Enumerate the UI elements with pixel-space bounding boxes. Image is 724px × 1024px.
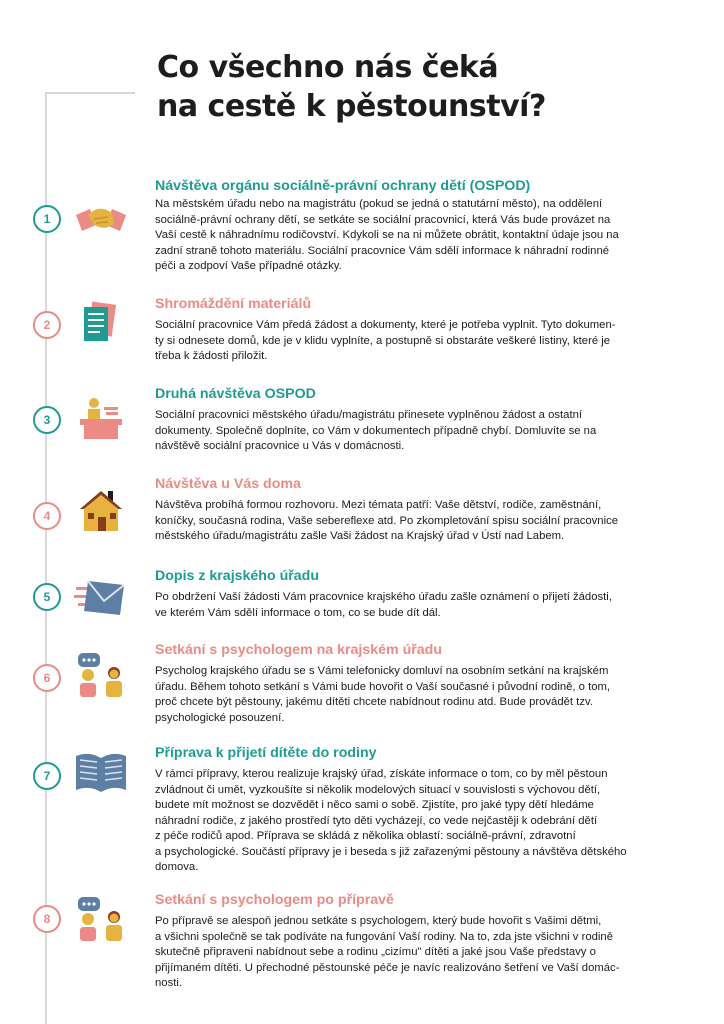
house-icon: [74, 485, 128, 535]
step-description: [155, 914, 665, 992]
documents-icon: [74, 299, 128, 349]
step-text-line: zadní straně tohoto materiálu. Sociální pracovnice Vám sdělí informace k náhradní rodinné: [155, 244, 610, 257]
envelope-icon: [74, 571, 128, 621]
step-number-5: 5: [33, 583, 61, 611]
step-number-6: 6: [33, 664, 61, 692]
step-title: Druhá návštěva OSPOD: [155, 386, 316, 402]
step-text-line: psychologické posouzení.: [155, 711, 285, 724]
office-desk-icon: [74, 393, 128, 443]
step-title: Příprava k přijetí dítěte do rodiny: [155, 745, 377, 761]
step-number-3: 3: [33, 406, 61, 434]
step-description: [155, 197, 665, 275]
step-number-7: 7: [33, 762, 61, 790]
step-text-line: úřadu. Během tohoto setkání s Vámi bude hovořit o Vaší současné i původní rodině, o tom,: [155, 680, 611, 693]
step-text-line: budete mít možnost se dozvědět i něco sami o sobě. Zjistíte, pro jaké typy dětí hledáme: [155, 799, 594, 811]
step-text-line: Návštěva probíhá formou rozhovoru. Mezi témata patří: Vaše dětství, rodiče, zaměstnání,: [155, 499, 602, 511]
step-text-line: Po obdržení Vaší žádosti Vám pracovnice krajského úřadu zašle oznámení o přijetí žádosti,: [155, 591, 612, 603]
step-text-line: péči a zodpoví Vaše případné otázky.: [155, 260, 342, 272]
timeline-top-line: [45, 92, 135, 94]
step-text-line: koníčky, současná rodina, Vaše sebereflexe atd. Po zkompletování spisu sociální pracovnice: [155, 514, 619, 527]
step-text-line: Na městském úřadu nebo na magistrátu (pokud se jedná o statutární město), na oddělení: [155, 198, 603, 210]
conversation-icon: [74, 651, 128, 701]
step-text-line: nosti.: [155, 977, 183, 989]
step-text-line: V rámci přípravy, kterou realizuje krajský úřad, získáte informace o tom, co by měl pěstoun: [155, 768, 608, 780]
step-text-line: sociálně-právní ochrany dětí, se setkáte se sociální pracovnicí, která Vás bude provázet na: [155, 213, 611, 226]
step-text-line: zvládnout či umět, vyzkoušíte si několik modelových situací v souvislosti s výchovou dětí,: [155, 783, 601, 796]
conversation-icon: [74, 895, 128, 945]
page-title: Co všechno nás čeká na cestě k pěstounství?: [157, 50, 546, 124]
step-title: Setkání s psychologem po přípravě: [155, 892, 394, 908]
step-text-line: ve kterém Vám sdělí informace o tom, co se bude dít dál.: [155, 606, 441, 619]
step-title: Návštěva u Vás doma: [155, 476, 301, 492]
step-number-1: 1: [33, 205, 61, 233]
step-description: [155, 664, 665, 726]
book-icon: [74, 748, 128, 798]
step-text-line: domova.: [155, 861, 199, 873]
step-text-line: Po přípravě se alespoň jednou setkáte s psychologem, který bude hovořit s Vašimi dětmi,: [155, 915, 602, 927]
step-text-line: a všichni společně se tak podíváte na fungování Vaší rodiny. Na to, zda jste všichni v rodině: [155, 930, 613, 943]
step-text-line: Vaší cestě k náhradnímu rodičovství. Kdykoli se na ni můžete obrátit, kontaktní údaje jsou na: [155, 229, 619, 241]
step-text-line: Psycholog krajského úřadu se s Vámi telefonicky domluví na osobním setkání na krajském: [155, 665, 609, 677]
step-text-line: Sociální pracovnici městského úřadu/magistrátu přinesete vyplněnou žádost a ostatní: [155, 409, 583, 421]
step-text-line: proč chcete být pěstouny, jakému dítěti chcete nabídnout rodinu atd. Bude provádět tzv.: [155, 696, 593, 708]
step-text-line: a psychologické. Součástí přípravy je i beseda s již zařazenými pěstouny a návštěva dětského: [155, 845, 627, 858]
step-text-line: Sociální pracovnice Vám předá žádost a dokumenty, které je potřeba vyplnit. Tyto dokumen-: [155, 319, 616, 331]
step-description: [155, 408, 665, 455]
step-text-line: dokumenty. Společně doplníte, co Vám v dokumentech případně chybí. Domluvíte se na: [155, 424, 597, 437]
step-text-line: ty si odnesete domů, kde je v klidu vyplníte, a postupně si obstaráte veškeré listiny, které je: [155, 334, 611, 347]
step-description: [155, 318, 665, 365]
step-text-line: třeba k žádosti přiložit.: [155, 350, 268, 362]
handshake-icon: [74, 195, 128, 245]
step-text-line: návštěvě sociální pracovnice u Vás v domácnosti.: [155, 440, 405, 452]
step-text-line: náhradní rodiče, z jakého prostředí tyto děti vycházejí, co vede nejčastěji k odebrání dětí: [155, 814, 598, 827]
step-number-8: 8: [33, 905, 61, 933]
step-text-line: z péče rodičů apod. Příprava se skládá z několika oblastí: sociálně-právní, zdravotní: [155, 830, 576, 842]
step-title: Shromáždění materiálů: [155, 296, 312, 312]
step-number-2: 2: [33, 311, 61, 339]
step-number-4: 4: [33, 502, 61, 530]
step-title: Setkání s psychologem na krajském úřadu: [155, 642, 443, 658]
step-description: [155, 498, 665, 545]
step-title: Návštěva orgánu sociálně-právní ochrany dětí (OSPOD): [155, 178, 531, 194]
step-description: [155, 590, 665, 621]
step-description: [155, 767, 665, 876]
step-text-line: městského úřadu/magistrátu zašle Vaši žádost na Krajský úřad v Ústí nad Labem.: [155, 530, 565, 542]
step-text-line: přijímaném dítěti. U přechodné pěstounské péče je navíc realizováno šetření ve Vaší domác-: [155, 961, 620, 974]
step-title: Dopis z krajského úřadu: [155, 568, 319, 584]
step-text-line: skutečně připraveni nabídnout sebe a rodinu „cizímu" dítěti a jaké jsou Vaše představy o: [155, 946, 596, 958]
